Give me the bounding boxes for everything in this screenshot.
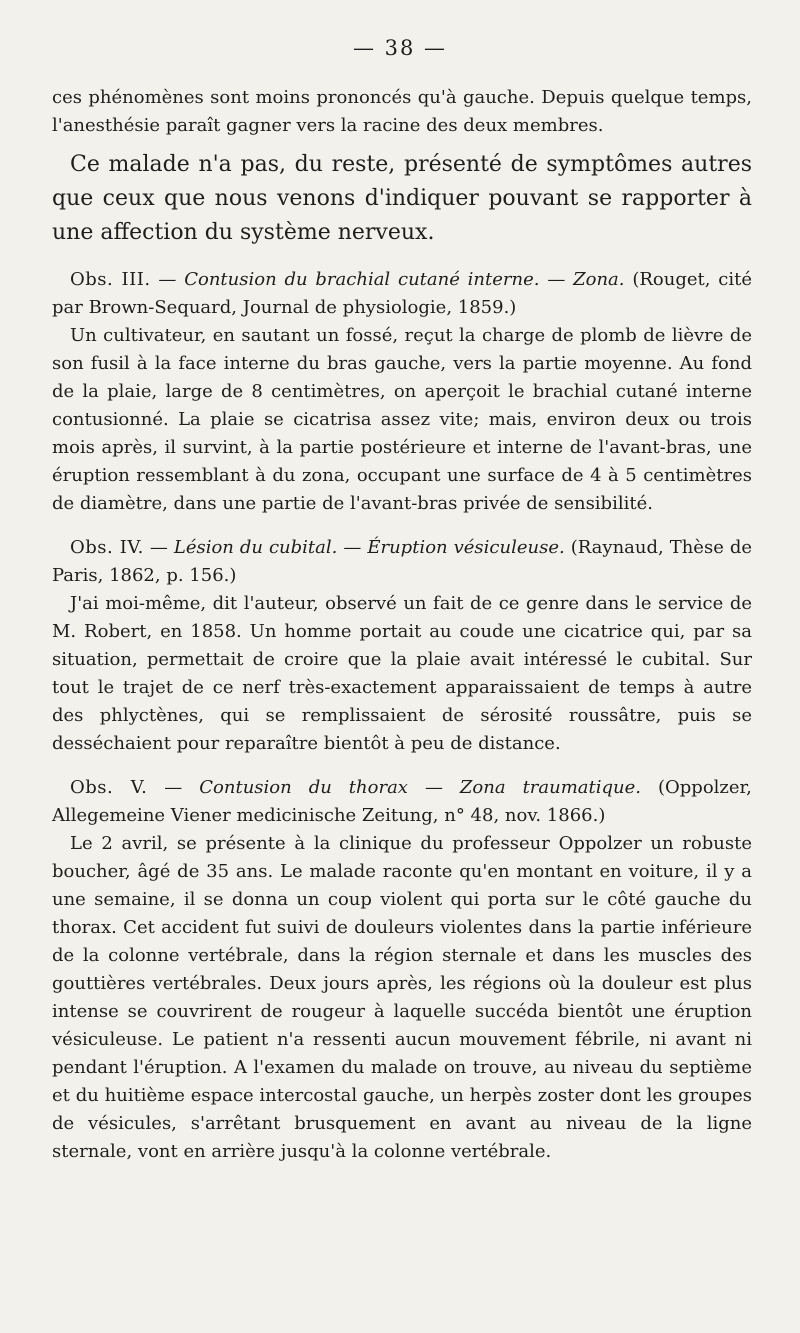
observation-dash: —	[149, 537, 168, 558]
observation-title: Lésion du cubital.	[173, 537, 338, 558]
page-number: — 38 —	[352, 36, 448, 60]
observation-title-separator: —	[424, 777, 443, 798]
observation-label: Obs. V.	[70, 777, 148, 798]
observation-dash: —	[164, 777, 183, 798]
page-content	[52, 84, 752, 1166]
observation-heading-5	[52, 774, 752, 830]
observation-subtitle: Zona.	[573, 269, 625, 290]
observation-heading-3	[52, 266, 752, 322]
observation-text-3: Un cultivateur, en sautant un fossé, reçut la charge de plomb de lièvre de son fusil à la face interne du bras gauche, vers la partie moyenne. Au fond de la plaie, large de 8 centimètres, on aperçoit le brachial cutané interne contusionné. La plaie se cicatrisa assez vite; mais, environ deux ou trois mois après, il survint, à la partie postérieure et interne de l'avant-bras, une éruption ressemblant à du zona, occupant une surface de 4 à 5 centimètres de diamètre, dans une partie de l'avant-bras privée de sensibilité.	[52, 325, 752, 514]
observation-title: Contusion du thorax	[199, 777, 408, 798]
observation-dash: —	[158, 269, 177, 290]
observation-text-5: Le 2 avril, se présente à la clinique du professeur Oppolzer un robuste boucher, âgé de 35 ans. Le malade raconte qu'en montant en voiture, il y a une semaine, il se donna un coup violent qui porta sur le côté gauche du thorax. Cet accident fut suivi de douleurs violentes dans la partie inférieure de la colonne vertébrale, dans la région sternale et dans les muscles des gouttières vertébrales. Deux jours après, les régions où la douleur est plus intense se couvrirent de rougeur à laquelle succéda bientôt une éruption vésiculeuse. Le patient n'a ressenti aucun mouvement fébrile, ni avant ni pendant l'éruption. A l'examen du malade on trouve, au niveau du septième et du huitième espace intercostal gauche, un herpès zoster dont les groupes de vésicules, s'arrêtant brusquement en avant au niveau de la ligne sternale, vont en arrière jusqu'à la colonne vertébrale.	[52, 833, 752, 1162]
observation-heading-4	[52, 534, 752, 590]
observation-subtitle: Zona traumatique.	[459, 777, 642, 798]
observation-title: Contusion du brachial cutané interne.	[184, 269, 540, 290]
observation-subtitle: Éruption vésiculeuse.	[367, 537, 565, 558]
observation-source: (Raynaud, Thèse de Paris, 1862, p. 156.)	[52, 537, 752, 586]
observation-text-4: J'ai moi-même, dit l'auteur, observé un fait de ce genre dans le service de M. Robert, en 1858. Un homme portait au coude une cicatrice qui, par sa situation, permettait de croire que la plaie avait intéressé le cubital. Sur tout le trajet de ce nerf très-exactement apparaissaient de temps à autre des phlyctènes, qui se remplissaient de sérosité roussâtre, puis se desséchaient pour reparaître bientôt à peu de distance.	[52, 593, 752, 754]
lead-paragraph: Ce malade n'a pas, du reste, présenté de symptômes autres que ceux que nous venons d'indiquer pouvant se rapporter à une affection du système nerveux.	[52, 152, 752, 245]
observation-label: Obs. IV.	[70, 537, 144, 558]
observation-source: (Oppolzer, Allegemeine Viener medicinische Zeitung, n° 48, nov. 1866.)	[52, 777, 752, 826]
observation-label: Obs. III.	[70, 269, 151, 290]
observation-source: (Rouget, cité par Brown-Sequard, Journal de physiologie, 1859.)	[52, 269, 752, 318]
intro-paragraph: ces phénomènes sont moins prononcés qu'à gauche. Depuis quelque temps, l'anesthésie paraît gagner vers la racine des deux membres.	[52, 87, 752, 136]
observation-title-separator: —	[343, 537, 362, 558]
observation-title-separator: —	[547, 269, 566, 290]
